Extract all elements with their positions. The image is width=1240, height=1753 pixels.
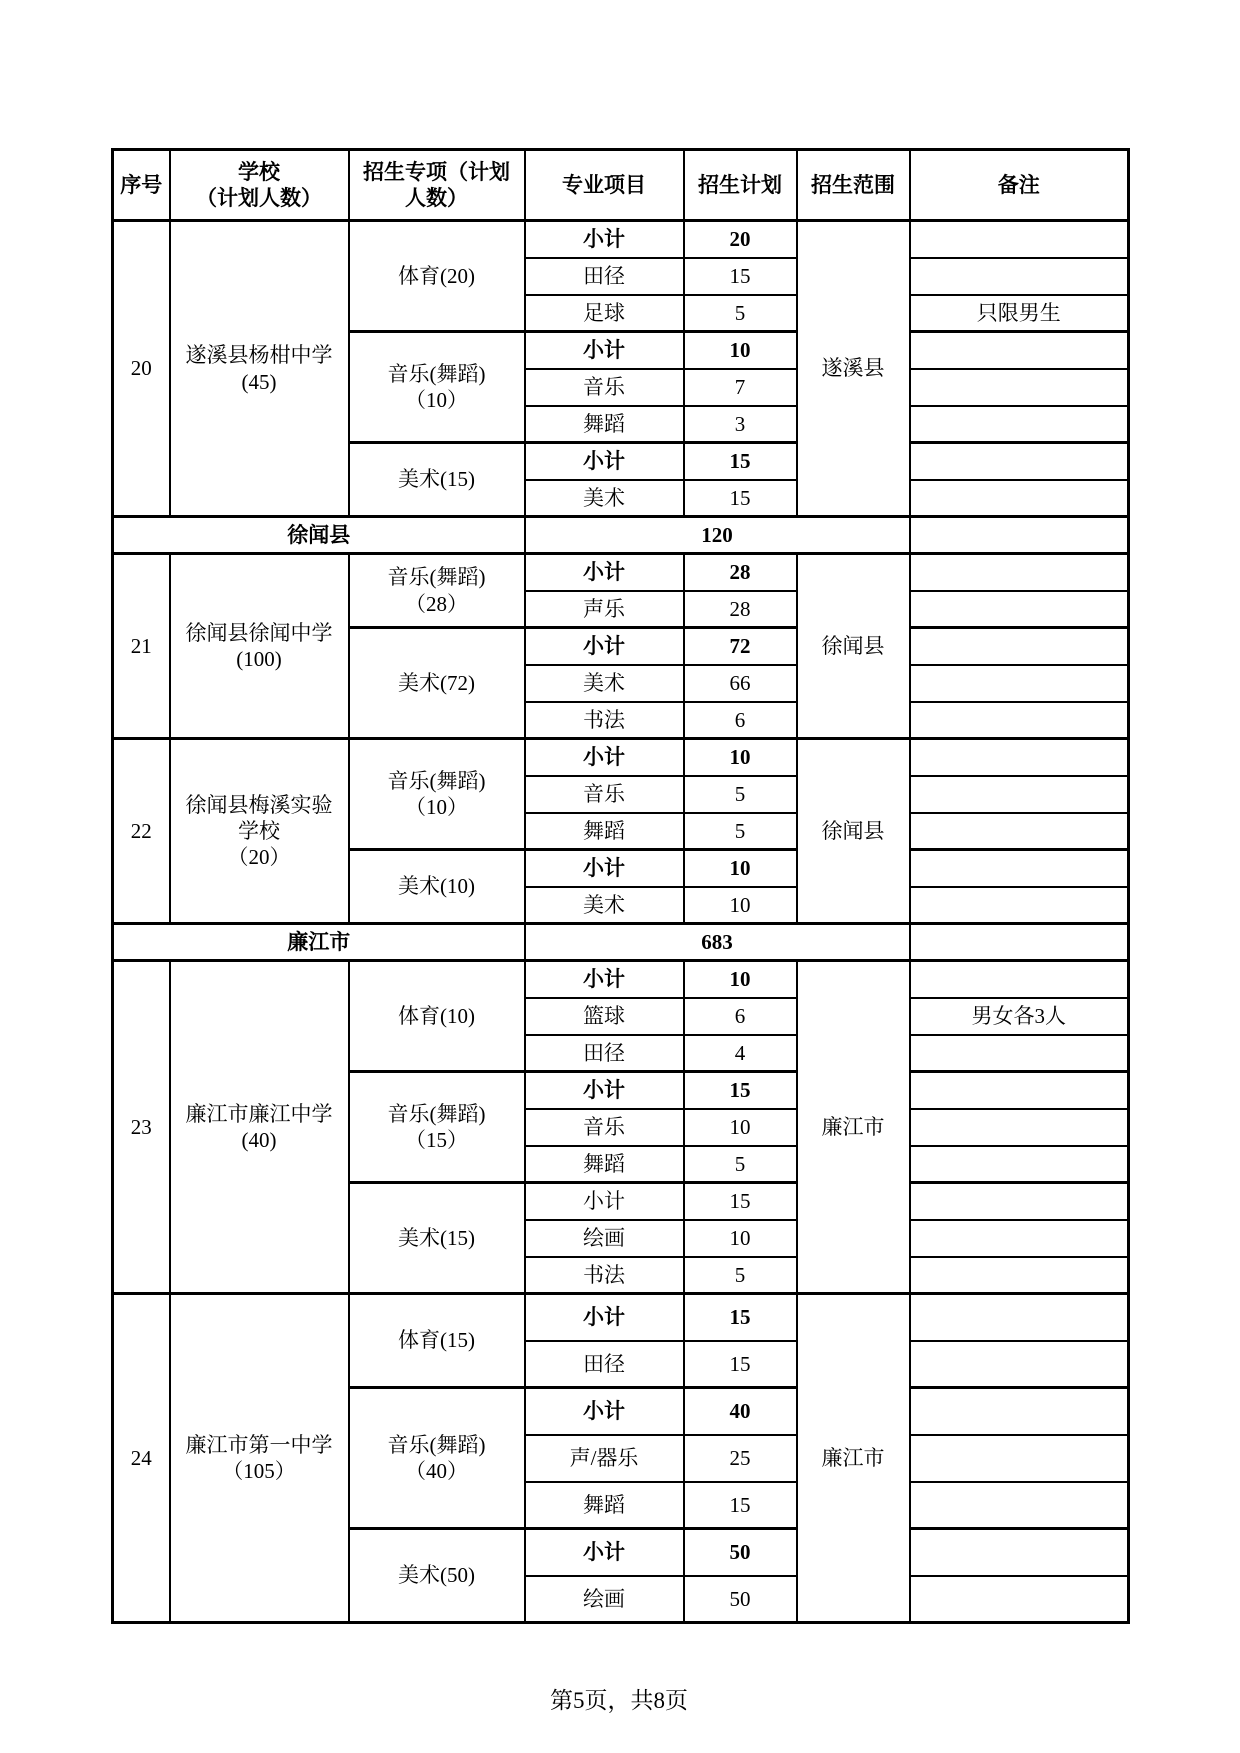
header-cell — [797, 150, 910, 221]
item-cell: 美术 — [525, 665, 684, 702]
header-cell-line: 人数） — [405, 186, 468, 210]
group-cell-line: 体育(20) — [398, 263, 475, 288]
seq-cell: 24 — [113, 1294, 170, 1623]
value-cell: 50 — [684, 1529, 797, 1576]
remark-cell — [910, 369, 1129, 406]
remark-cell — [910, 1257, 1129, 1294]
value-cell: 25 — [684, 1435, 797, 1482]
school-cell — [170, 554, 349, 739]
item-cell: 美术 — [525, 887, 684, 924]
item-cell: 田径 — [525, 1341, 684, 1388]
header-cell — [525, 150, 684, 221]
value-cell: 15 — [684, 258, 797, 295]
region-label-cell: 廉江市 — [113, 924, 525, 961]
group-cell — [349, 1183, 525, 1294]
value-cell: 15 — [684, 1482, 797, 1529]
plan-row — [113, 961, 1129, 998]
page-number: 第5页，共8页 — [550, 1688, 688, 1713]
value-cell: 5 — [684, 813, 797, 850]
item-cell: 书法 — [525, 1257, 684, 1294]
remark-cell — [910, 665, 1129, 702]
remark-cell: 男女各3人 — [910, 998, 1129, 1035]
item-cell: 音乐 — [525, 369, 684, 406]
value-cell: 72 — [684, 628, 797, 665]
group-cell-line: （40） — [405, 1459, 468, 1483]
group-cell — [349, 961, 525, 1072]
plan-row — [113, 221, 1129, 258]
school-cell-line: (100) — [236, 647, 282, 671]
school-cell-line: （105） — [222, 1459, 296, 1483]
group-cell-line: 音乐(舞蹈) — [387, 565, 486, 590]
remark-cell — [910, 887, 1129, 924]
school-cell — [170, 739, 349, 924]
seq-cell: 20 — [113, 221, 170, 517]
item-cell: 小计 — [525, 1072, 684, 1109]
group-cell — [349, 1388, 525, 1529]
remark-cell — [910, 1341, 1129, 1388]
item-cell: 声乐 — [525, 591, 684, 628]
value-cell: 50 — [684, 1576, 797, 1623]
group-cell — [349, 332, 525, 443]
item-cell: 小计 — [525, 1529, 684, 1576]
value-cell: 5 — [684, 1146, 797, 1183]
school-cell-line: 徐闻县徐闻中学 — [185, 620, 333, 645]
value-cell: 10 — [684, 887, 797, 924]
school-cell-line: （20） — [227, 845, 291, 870]
header-cell-line: 序号 — [120, 172, 163, 197]
remark-cell — [910, 813, 1129, 850]
remark-cell — [910, 1388, 1129, 1435]
group-cell-line: 音乐(舞蹈) — [387, 1432, 486, 1457]
school-cell-line: (40) — [241, 1128, 277, 1152]
item-cell: 绘画 — [525, 1220, 684, 1257]
item-cell: 小计 — [525, 1294, 684, 1341]
value-cell: 66 — [684, 665, 797, 702]
group-cell-line: 音乐(舞蹈) — [387, 768, 486, 793]
group-cell-line: 音乐(舞蹈) — [387, 361, 486, 386]
value-cell: 10 — [684, 1220, 797, 1257]
value-cell: 15 — [684, 1072, 797, 1109]
remark-cell — [910, 1183, 1129, 1220]
seq-cell: 21 — [113, 554, 170, 739]
item-cell: 小计 — [525, 961, 684, 998]
remark-cell — [910, 1576, 1129, 1623]
item-cell: 小计 — [525, 443, 684, 480]
remark-cell — [910, 258, 1129, 295]
table-body — [113, 221, 1129, 1623]
item-cell: 音乐 — [525, 1109, 684, 1146]
remark-cell — [910, 924, 1129, 961]
region-total-row — [113, 517, 1129, 554]
group-cell — [349, 1294, 525, 1388]
value-cell: 10 — [684, 1109, 797, 1146]
header-cell — [349, 150, 525, 221]
value-cell: 5 — [684, 776, 797, 813]
remark-cell — [910, 332, 1129, 369]
header-cell-line: 专业项目 — [562, 172, 646, 197]
remark-cell — [910, 1529, 1129, 1576]
item-cell: 小计 — [525, 1183, 684, 1220]
seq-cell: 23 — [113, 961, 170, 1294]
header-cell — [170, 150, 349, 221]
plan-row — [113, 554, 1129, 591]
scope-cell: 廉江市 — [797, 961, 910, 1294]
value-cell: 10 — [684, 850, 797, 887]
group-cell-line: 美术(72) — [398, 670, 475, 695]
group-cell-line: 体育(10) — [398, 1003, 475, 1028]
item-cell: 小计 — [525, 221, 684, 258]
value-cell: 5 — [684, 1257, 797, 1294]
region-label-cell: 徐闻县 — [113, 517, 525, 554]
value-cell: 6 — [684, 998, 797, 1035]
group-cell-line: （15） — [405, 1128, 468, 1152]
school-cell-line: 廉江市第一中学 — [185, 1432, 333, 1457]
value-cell: 4 — [684, 1035, 797, 1072]
group-cell-line: 音乐(舞蹈) — [387, 1101, 486, 1126]
item-cell: 田径 — [525, 258, 684, 295]
group-cell-line: （28） — [405, 591, 468, 616]
remark-cell — [910, 443, 1129, 480]
scope-cell: 廉江市 — [797, 1294, 910, 1623]
header-cell-line: 招生范围 — [811, 172, 895, 197]
remark-cell — [910, 221, 1129, 258]
remark-cell — [910, 1435, 1129, 1482]
region-value-cell: 120 — [525, 517, 910, 554]
group-cell — [349, 1072, 525, 1183]
group-cell — [349, 221, 525, 332]
item-cell: 舞蹈 — [525, 1146, 684, 1183]
remark-cell — [910, 1035, 1129, 1072]
value-cell: 15 — [684, 1294, 797, 1341]
school-cell-line: 徐闻县梅溪实验 — [185, 792, 333, 817]
remark-cell — [910, 1482, 1129, 1529]
table-header — [113, 150, 1129, 221]
scope-cell: 徐闻县 — [797, 554, 910, 739]
remark-cell — [910, 1220, 1129, 1257]
group-cell — [349, 628, 525, 739]
item-cell: 书法 — [525, 702, 684, 739]
item-cell: 篮球 — [525, 998, 684, 1035]
item-cell: 舞蹈 — [525, 1482, 684, 1529]
header-cell-line: （计划人数） — [196, 186, 322, 210]
remark-cell — [910, 480, 1129, 517]
header-cell-line: 招生专项（计划 — [363, 159, 510, 184]
item-cell: 美术 — [525, 480, 684, 517]
scope-cell: 遂溪县 — [797, 221, 910, 517]
header-cell-line: 学校 — [238, 159, 280, 184]
school-cell-line: 廉江市廉江中学 — [185, 1101, 333, 1126]
remark-cell — [910, 1294, 1129, 1341]
item-cell: 绘画 — [525, 1576, 684, 1623]
item-cell: 足球 — [525, 295, 684, 332]
group-cell-line: （10） — [405, 388, 468, 412]
school-cell-line: 学校 — [238, 818, 280, 843]
header-cell — [113, 150, 170, 221]
remark-cell — [910, 702, 1129, 739]
remark-cell — [910, 1072, 1129, 1109]
header-cell-line: 招生计划 — [698, 172, 782, 197]
value-cell: 15 — [684, 443, 797, 480]
region-value-cell: 683 — [525, 924, 910, 961]
group-cell-line: 体育(15) — [398, 1328, 475, 1353]
remark-cell — [910, 850, 1129, 887]
group-cell-line: 美术(50) — [398, 1563, 475, 1588]
group-cell — [349, 850, 525, 924]
item-cell: 声/器乐 — [525, 1435, 684, 1482]
scope-cell: 徐闻县 — [797, 739, 910, 924]
school-cell — [170, 221, 349, 517]
region-total-row — [113, 924, 1129, 961]
header-cell — [910, 150, 1129, 221]
item-cell: 舞蹈 — [525, 813, 684, 850]
enrollment-plan-table — [111, 148, 1130, 1624]
value-cell: 40 — [684, 1388, 797, 1435]
group-cell-line: 美术(10) — [398, 874, 475, 899]
plan-row — [113, 1294, 1129, 1341]
value-cell: 28 — [684, 554, 797, 591]
value-cell: 7 — [684, 369, 797, 406]
group-cell-line: 美术(15) — [398, 467, 475, 492]
plan-row — [113, 739, 1129, 776]
group-cell — [349, 1529, 525, 1623]
value-cell: 15 — [684, 1183, 797, 1220]
school-cell-line: (45) — [241, 369, 277, 394]
value-cell: 10 — [684, 961, 797, 998]
value-cell: 10 — [684, 739, 797, 776]
item-cell: 小计 — [525, 332, 684, 369]
remark-cell — [910, 517, 1129, 554]
group-cell — [349, 739, 525, 850]
value-cell: 6 — [684, 702, 797, 739]
value-cell: 10 — [684, 332, 797, 369]
seq-cell: 22 — [113, 739, 170, 924]
remark-cell — [910, 776, 1129, 813]
item-cell: 小计 — [525, 1388, 684, 1435]
remark-cell — [910, 628, 1129, 665]
remark-cell — [910, 739, 1129, 776]
remark-cell — [910, 1146, 1129, 1183]
header-cell — [684, 150, 797, 221]
item-cell: 小计 — [525, 739, 684, 776]
header-row — [113, 150, 1129, 221]
value-cell: 3 — [684, 406, 797, 443]
school-cell — [170, 1294, 349, 1623]
value-cell: 15 — [684, 1341, 797, 1388]
item-cell: 音乐 — [525, 776, 684, 813]
value-cell: 15 — [684, 480, 797, 517]
group-cell-line: （10） — [405, 795, 468, 819]
school-cell — [170, 961, 349, 1294]
remark-cell — [910, 591, 1129, 628]
value-cell: 20 — [684, 221, 797, 258]
group-cell-line: 美术(15) — [398, 1225, 475, 1250]
item-cell: 舞蹈 — [525, 406, 684, 443]
remark-cell: 只限男生 — [910, 295, 1129, 332]
group-cell — [349, 554, 525, 628]
remark-cell — [910, 961, 1129, 998]
remark-cell — [910, 554, 1129, 591]
group-cell — [349, 443, 525, 517]
item-cell: 小计 — [525, 850, 684, 887]
remark-cell — [910, 1109, 1129, 1146]
item-cell: 田径 — [525, 1035, 684, 1072]
remark-cell — [910, 406, 1129, 443]
header-cell-line: 备注 — [997, 172, 1040, 197]
school-cell-line: 遂溪县杨柑中学 — [185, 343, 333, 368]
item-cell: 小计 — [525, 628, 684, 665]
value-cell: 5 — [684, 295, 797, 332]
item-cell: 小计 — [525, 554, 684, 591]
value-cell: 28 — [684, 591, 797, 628]
